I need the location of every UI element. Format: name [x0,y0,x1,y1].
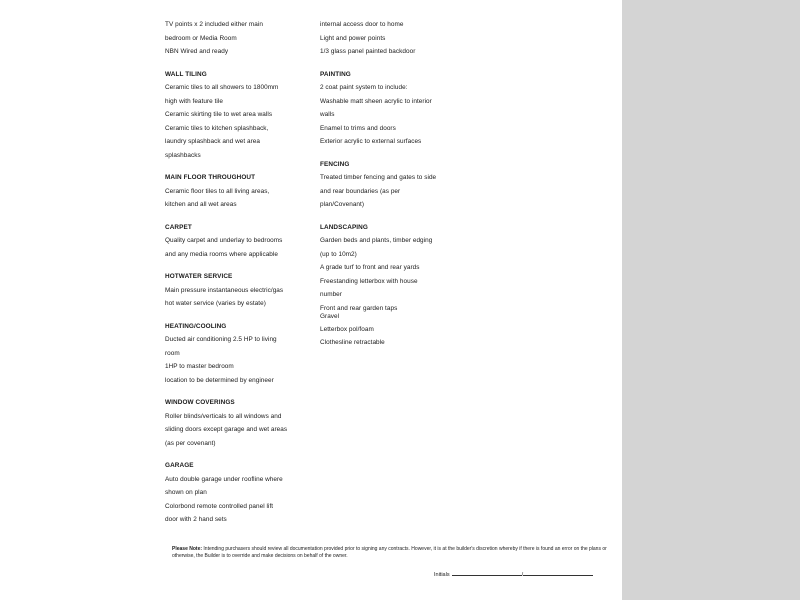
text-line: (up to 10m2) [320,250,357,258]
text-line: Main pressure instantaneous electric/gas [165,286,284,294]
section-heading: WINDOW COVERINGS [165,399,235,406]
text-line: plan/Covenant) [320,201,365,208]
text-line: room [165,349,180,357]
text-line: Freestanding letterbox with house [320,277,418,285]
text-line: TV points x 2 included either main [165,21,263,28]
text-line: bedroom or Media Room [165,34,237,42]
initials-blank-1 [452,575,522,576]
left-column [165,18,315,527]
text-line: Ducted air conditioning 2.5 HP to living [165,336,277,343]
footer-note [172,546,612,560]
text-line: hot water service (varies by estate) [165,300,266,307]
text-line: Letterbox pol/foam [320,325,374,333]
text-line: 1/3 glass panel painted backdoor [320,48,416,55]
initials-separator: / [521,572,524,578]
text-line: Ceramic floor tiles to all living areas, [165,187,270,195]
section-heading: LANDSCAPING [320,223,368,231]
text-line: Auto double garage under roofline where [165,475,283,483]
text-line: Quality carpet and underlay to bedrooms [165,237,283,244]
text-line: Clothesline retractable [320,339,385,346]
text-line: Garden beds and plants, timber edging [320,237,433,244]
text-line: and rear boundaries (as per [320,187,401,195]
text-line: Exterior acrylic to external surfaces [320,138,422,145]
text-line: Gravel [320,312,340,320]
viewer-background [622,0,800,600]
text-line: Ceramic tiles to all showers to 1800mm [165,84,279,91]
note-text: Intending purchasers should review all documentation provided prior to signing any contracts. However, it is at the builder's discretion whereby if there is found an error on the plans or otherwise, the Builder is to override and make decisions on behalf of the owner. [172,546,607,559]
text-line: Treated timber fencing and gates to side [320,174,437,181]
text-line: (as per covenant) [165,439,216,447]
text-line: NBN Wired and ready [165,48,229,55]
text-line: laundry splashback and wet area [165,138,260,145]
text-line: number [320,291,342,298]
initials-line [434,572,593,578]
text-line: 1HP to master bedroom [165,363,234,370]
text-line: splashbacks [165,151,201,159]
text-line: door with 2 hand sets [165,516,227,523]
text-line: 2 coat paint system to include: [320,84,408,91]
section-heading: WALL TILING [165,70,207,78]
right-column [320,18,480,350]
section-heading: FENCING [320,160,350,168]
text-line: kitchen and all wet areas [165,201,237,208]
text-line: high with feature tile [165,97,223,105]
text-line: internal access door to home [320,21,404,28]
text-line: Front and rear garden taps [320,304,398,312]
text-line: shown on plan [165,489,207,496]
section-heading: MAIN FLOOR THROUGHOUT [165,174,256,181]
section-heading: GARAGE [165,462,194,469]
text-line: Roller blinds/verticals to all windows and [165,412,282,420]
section-heading: PAINTING [320,70,351,78]
text-line: Ceramic skirting tile to wet area walls [165,111,273,118]
text-line: Colorbond remote controlled panel lift [165,502,274,510]
initials-label: Initials [434,572,450,578]
section-heading: CARPET [165,223,192,231]
text-line: walls [320,111,335,118]
text-line: A grade turf to front and rear yards [320,264,420,271]
text-line: and any media rooms where applicable [165,250,278,258]
initials-blank-2 [523,575,593,576]
note-label: Please Note: [172,546,203,552]
text-line: Ceramic tiles to kitchen splashback, [165,124,269,132]
text-line: Enamel to trims and doors [320,124,396,132]
text-line: Washable matt sheen acrylic to interior [320,97,432,105]
section-heading: HOTWATER SERVICE [165,273,233,280]
text-line: sliding doors except garage and wet areas [165,426,288,433]
section-heading: HEATING/COOLING [165,322,227,330]
text-line: Light and power points [320,34,386,42]
text-line: location to be determined by engineer [165,376,274,384]
